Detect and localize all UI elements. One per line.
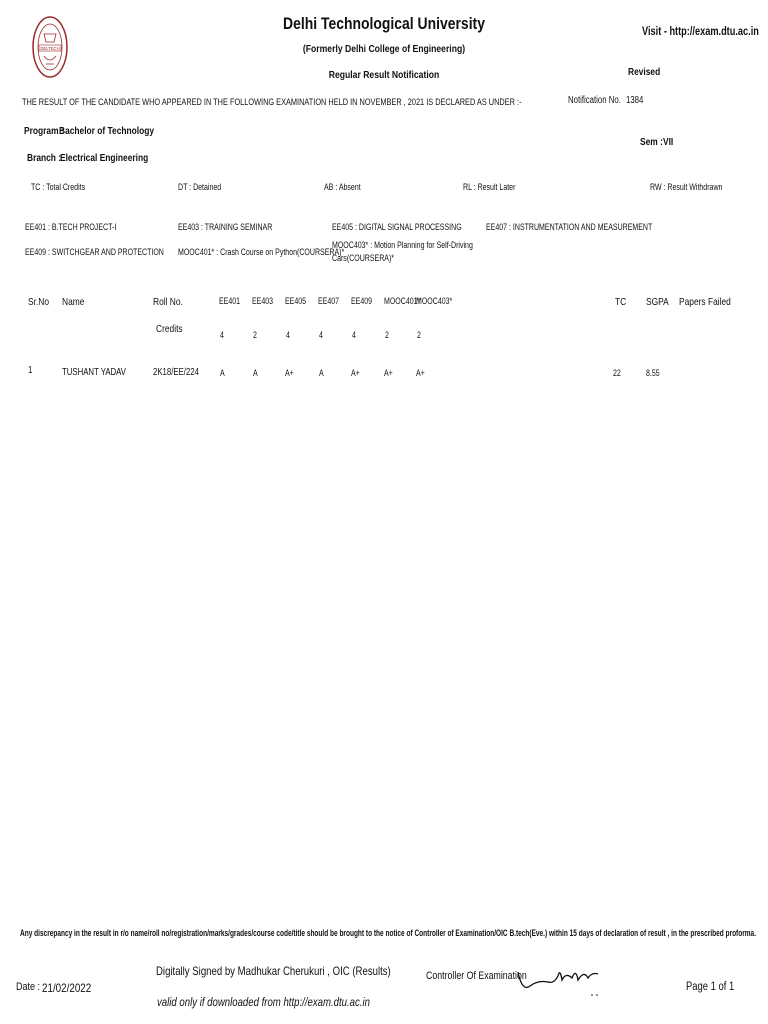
- subject-ee405: EE405: [285, 296, 307, 306]
- header-roll-no: Roll No.: [153, 296, 183, 308]
- header-credits: Credits: [156, 323, 183, 335]
- course-ee407: EE407 : INSTRUMENTATION AND MEASUREMENT: [486, 222, 653, 232]
- subject-ee409: EE409: [351, 296, 373, 306]
- date-value: 21/02/2022: [42, 981, 92, 995]
- branch-value: Electrical Engineering: [60, 152, 149, 164]
- program-label: Program :: [24, 125, 64, 137]
- header-name: Name: [62, 296, 85, 308]
- header-tc: TC: [615, 296, 627, 308]
- page-number: Page 1 of 1: [686, 981, 735, 993]
- legend-rw: RW : Result Withdrawn: [650, 182, 723, 192]
- course-mooc403: MOOC403* : Motion Planning for Self-Driving: [332, 240, 473, 250]
- subject-mooc403: MOOC403*: [416, 296, 453, 306]
- result-statement: THE RESULT OF THE CANDIDATE WHO APPEARED IN THE FOLLOWING EXAMINATION HELD IN NOVEMBER , 2021 IS DECLARED AS UNDER :-: [22, 97, 522, 108]
- sem-label: Sem :: [640, 136, 663, 148]
- notification-type: Regular Result Notification: [328, 69, 440, 81]
- credit-mooc403: 2: [417, 330, 421, 340]
- signed-by: Digitally Signed by Madhukar Cherukuri , OIC (Results): [156, 964, 391, 978]
- controller-signature: [514, 958, 606, 1000]
- notification-label: Notification No.: [568, 95, 621, 106]
- course-ee405: EE405 : DIGITAL SIGNAL PROCESSING: [332, 222, 462, 232]
- university-seal-icon: [30, 12, 70, 82]
- revised-label: Revised: [628, 66, 661, 78]
- subject-ee401: EE401: [219, 296, 241, 306]
- discrepancy-note: Any discrepancy in the result in r/o name/roll no/registration/marks/grades/course code/title should be brought to the notice of Controller of Examination/OIC B.tech(Eve.) within 15 days of declaration of result , in the prescribed proforma.: [20, 928, 757, 938]
- grade-ee409: A+: [351, 368, 360, 378]
- course-mooc403-cont: Cars(COURSERA)*: [332, 253, 395, 263]
- credit-ee405: 4: [286, 330, 290, 340]
- row-sgpa: 8.55: [646, 368, 660, 378]
- course-ee403: EE403 : TRAINING SEMINAR: [178, 222, 273, 232]
- row-sr-no: 1: [28, 365, 33, 376]
- sem-value: VII: [663, 136, 674, 148]
- row-name: TUSHANT YADAV: [62, 367, 127, 378]
- credit-ee409: 4: [352, 330, 356, 340]
- formerly-text: (Formerly Delhi College of Engineering): [302, 43, 466, 55]
- subject-mooc401: MOOC401*: [384, 296, 421, 306]
- university-title: Delhi Technological University: [283, 14, 485, 33]
- subject-ee403: EE403: [252, 296, 274, 306]
- legend-dt: DT : Detained: [178, 182, 222, 192]
- university-logo: [30, 12, 70, 82]
- legend-ab: AB : Absent: [324, 182, 361, 192]
- date-label: Date :: [16, 981, 41, 993]
- program-value: Bachelor of Technology: [59, 125, 155, 137]
- visit-link[interactable]: Visit - http://exam.dtu.ac.in: [642, 26, 759, 38]
- row-roll-no: 2K18/EE/224: [153, 367, 199, 378]
- subject-ee407: EE407: [318, 296, 340, 306]
- valid-note[interactable]: valid only if downloaded from http://exam.dtu.ac.in: [157, 995, 370, 1009]
- course-ee409: EE409 : SWITCHGEAR AND PROTECTION: [25, 247, 164, 257]
- header-sgpa: SGPA: [646, 296, 669, 308]
- legend-rl: RL : Result Later: [463, 182, 516, 192]
- controller-label: Controller Of Examination: [426, 970, 527, 982]
- grade-ee407: A: [319, 368, 324, 378]
- signature-icon: [514, 958, 606, 1000]
- logo-text: DELTECH: [40, 45, 60, 51]
- grade-mooc403: A+: [416, 368, 425, 378]
- legend-tc: TC : Total Credits: [31, 182, 86, 192]
- grade-mooc401: A+: [384, 368, 393, 378]
- credit-ee401: 4: [220, 330, 224, 340]
- branch-label: Branch :: [27, 152, 62, 164]
- grade-ee401: A: [220, 368, 225, 378]
- header-papers-failed: Papers Failed: [679, 296, 731, 308]
- header-sr-no: Sr.No: [28, 296, 50, 308]
- notification-number: 1384: [626, 95, 644, 106]
- credit-ee407: 4: [319, 330, 323, 340]
- grade-ee403: A: [253, 368, 258, 378]
- course-mooc401: MOOC401* : Crash Course on Python(COURSERA)*: [178, 247, 345, 257]
- credit-ee403: 2: [253, 330, 257, 340]
- row-tc: 22: [613, 368, 621, 378]
- course-ee401: EE401 : B.TECH PROJECT-I: [25, 222, 117, 232]
- credit-mooc401: 2: [385, 330, 389, 340]
- grade-ee405: A+: [285, 368, 294, 378]
